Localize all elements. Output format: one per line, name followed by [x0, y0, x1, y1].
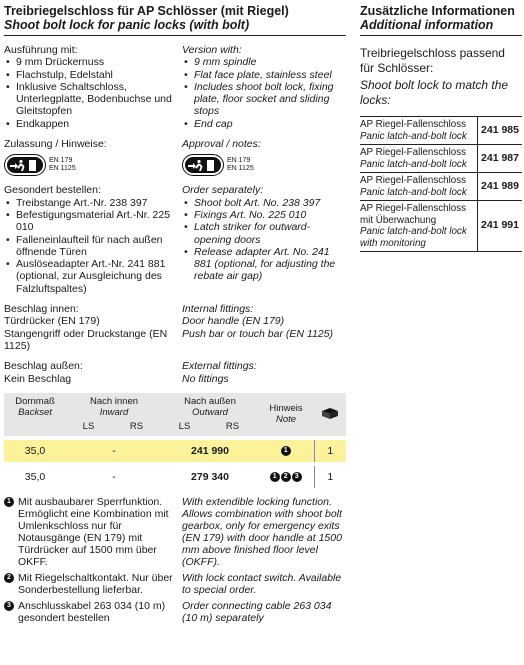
standard-en179: EN 179	[227, 157, 251, 165]
list-item: • Falleneinlaufteil für nach außen öffnende Türen	[4, 234, 182, 259]
additional-rule	[360, 35, 522, 36]
header-outward	[162, 393, 258, 418]
cell-inward: -	[66, 440, 162, 462]
lock-name-en: Panic latch-and-bolt lock with monitoring	[360, 226, 467, 249]
emergency-exit-badge-en	[182, 154, 346, 176]
version-heading-de: Ausführung mit:	[4, 44, 78, 56]
order-list-en	[182, 197, 346, 283]
additional-intro-en: Shoot bolt lock to match the locks:	[360, 78, 509, 107]
table-header	[4, 393, 346, 418]
header-inward	[66, 393, 162, 418]
title-de: Treibriegelschloss für AP Schlösser (mit Riegel)	[4, 4, 289, 18]
footnotes	[4, 496, 346, 624]
footnote-text-de: Anschlusskabel 263 034 (10 m) gesondert bestellen	[18, 599, 166, 624]
table-row	[360, 145, 522, 173]
header-outward-de: Nach außen	[184, 395, 236, 407]
footnote-marker: 3	[4, 601, 14, 611]
header-inward-en: Inward	[99, 406, 129, 418]
header-outward-en: Outward	[192, 406, 228, 418]
cell-backset: 35,0	[4, 440, 66, 462]
cell-notes	[258, 466, 314, 488]
lock-name-en: Panic latch-and-bolt lock	[360, 130, 467, 142]
lock-article-number: 241 987	[478, 145, 523, 173]
list-item: • Inklusive Schaltschloss, Unterlegplatte, Bodenbuchse und Gleitstopfen	[4, 81, 182, 118]
footnote-text-en: Order connecting cable 263 034 (10 m) separately	[182, 599, 332, 624]
note-marker: 1	[281, 446, 291, 456]
footnote-3	[4, 600, 346, 624]
cell-qty: 1	[314, 440, 346, 462]
footnote-text-en: With lock contact switch. Available to special order.	[182, 571, 342, 596]
order-section	[4, 184, 346, 295]
header-qty	[314, 393, 346, 436]
outer-heading-de: Beschlag außen:	[4, 360, 83, 373]
header-outward-rs: RS	[207, 418, 258, 436]
main-column	[4, 4, 346, 628]
outer-line-de: Kein Beschlag	[4, 372, 72, 385]
standard-en1125: EN 1125	[49, 165, 76, 173]
footnote-marker: 2	[4, 573, 14, 583]
header-note	[258, 393, 314, 436]
list-item: • Shoot bolt Art. No. 238 397	[182, 197, 346, 209]
additional-intro-de: Treibriegelschloss passend für Schlösser:	[360, 46, 505, 75]
footnote-text-de: Mit Riegelschaltkontakt. Nur über Sonderbestellung lieferbar.	[18, 571, 173, 596]
header-backset-de: Dornmaß	[15, 395, 55, 407]
footnote-text-de: Mit ausbaubarer Sperrfunktion. Ermöglicht eine Kombination mit Umlenkschloss nur für Notausgänge (EN 179) mit Türdrücker auf 1500 mm über OKFF.	[18, 495, 169, 568]
emergency-exit-badge-de	[4, 154, 182, 176]
header-inward-ls: LS	[66, 418, 111, 436]
order-list-de	[4, 197, 182, 295]
inner-line-en: Push bar or touch bar (EN 1125)	[182, 327, 333, 340]
header-outward-ls: LS	[162, 418, 207, 436]
header-backset	[4, 393, 66, 418]
inner-line-en: Door handle (EN 179)	[182, 315, 285, 328]
outer-heading-en: External fittings:	[182, 360, 257, 373]
version-section	[4, 44, 346, 130]
version-list-en	[182, 56, 346, 130]
inner-heading-en: Internal fittings:	[182, 303, 254, 316]
list-item: • Flat face plate, stainless steel	[182, 69, 346, 81]
table-row	[4, 466, 346, 488]
list-item: • Befestigungsmaterial Art.-Nr. 225 010	[4, 209, 182, 234]
footnote-1	[4, 496, 346, 568]
standard-en1125: EN 1125	[227, 165, 254, 173]
list-item: • Includes shoot bolt lock, fixing plate, floor socket and sliding stops	[182, 81, 346, 118]
version-list-de	[4, 56, 182, 130]
approval-section	[4, 138, 346, 176]
additional-title-en: Additional information	[360, 18, 494, 32]
table-row	[360, 117, 522, 145]
approval-heading-en: Approval / notes:	[182, 138, 261, 151]
cell-outward: 241 990	[162, 440, 258, 462]
order-heading-de: Gesondert bestellen:	[4, 184, 101, 197]
list-item: • Release adapter Art. No. 241 881 (optional, for adjusting the rebate air gap)	[182, 246, 346, 283]
lock-name-de: AP Riegel-Fallenschloss	[360, 175, 467, 186]
list-item: • Latch striker for outward-opening doors	[182, 221, 346, 246]
note-marker: 2	[281, 472, 291, 482]
inner-line-de: Stangengriff oder Druckstange (EN 1125)	[4, 327, 168, 352]
list-item: • Endkappen	[4, 118, 182, 130]
header-inward-rs: RS	[111, 418, 162, 436]
cell-notes	[258, 440, 314, 462]
footnote-marker: 1	[4, 497, 14, 507]
inner-line-de: Türdrücker (EN 179)	[4, 315, 100, 328]
cell-backset: 35,0	[24, 470, 46, 483]
list-item: • Treibstange Art.-Nr. 238 397	[4, 197, 182, 209]
cell-outward: 279 340	[191, 470, 229, 483]
list-item: • Flachstulp, Edelstahl	[4, 69, 182, 81]
cell-inward: -	[112, 470, 116, 483]
list-item: • Auslöseadapter Art.-Nr. 241 881 (optional, zur Ausgleichung des Falzluftspaltes)	[4, 258, 182, 295]
header-note-de: Hinweis	[269, 403, 303, 415]
lock-article-number: 241 985	[478, 117, 523, 145]
header-inward-de: Nach innen	[89, 395, 139, 407]
title-rule	[4, 35, 346, 36]
title-en: Shoot bolt lock for panic locks (with bolt)	[4, 18, 250, 32]
lock-article-number: 241 991	[478, 201, 523, 252]
lock-name-de: AP Riegel-Fallenschloss	[360, 147, 467, 158]
lock-article-number: 241 989	[478, 173, 523, 201]
list-item: • 9 mm spindle	[182, 56, 346, 68]
list-item: • End cap	[182, 118, 346, 130]
footnote-text-en: With extendible locking function. Allows combination with shoot bolt gearbox, only for emergency exits (EN 179) with door handle at 1500 mm above finished floor level (OKFF).	[182, 495, 342, 568]
outer-fittings-section	[4, 360, 346, 385]
lock-name-en: Panic latch-and-bolt lock	[360, 158, 467, 170]
note-marker: 3	[292, 472, 302, 482]
lock-name-de: AP Riegel-Fallenschloss mit Überwachung	[360, 203, 467, 226]
header-backset-en: Backset	[18, 406, 52, 418]
additional-info-column	[360, 4, 522, 252]
cell-qty: 1	[314, 466, 346, 488]
list-item: • 9 mm Drückernuss	[4, 56, 182, 68]
inner-fittings-section	[4, 303, 346, 352]
package-icon	[321, 407, 339, 419]
inner-heading-de: Beschlag innen:	[4, 303, 79, 316]
table-row	[360, 173, 522, 201]
product-table	[4, 393, 346, 488]
list-item: • Fixings Art. No. 225 010	[182, 209, 346, 221]
additional-title-de: Zusätzliche Informationen	[360, 4, 515, 18]
emergency-exit-icon	[182, 154, 224, 176]
table-row	[4, 440, 346, 462]
outer-line-en: No fittings	[182, 372, 229, 385]
header-note-en: Note	[275, 414, 297, 426]
emergency-exit-icon	[4, 154, 46, 176]
standard-en179: EN 179	[49, 157, 73, 165]
approval-heading-de: Zulassung / Hinweise:	[4, 138, 107, 151]
note-marker: 1	[270, 472, 280, 482]
lock-name-en: Panic latch-and-bolt lock	[360, 186, 467, 198]
compatible-locks-table	[360, 116, 522, 252]
version-heading-en: Version with:	[182, 44, 242, 56]
lock-name-de: AP Riegel-Fallenschloss	[360, 119, 467, 130]
footnote-2	[4, 572, 346, 596]
order-heading-en: Order separately:	[182, 184, 264, 197]
table-row	[360, 201, 522, 252]
